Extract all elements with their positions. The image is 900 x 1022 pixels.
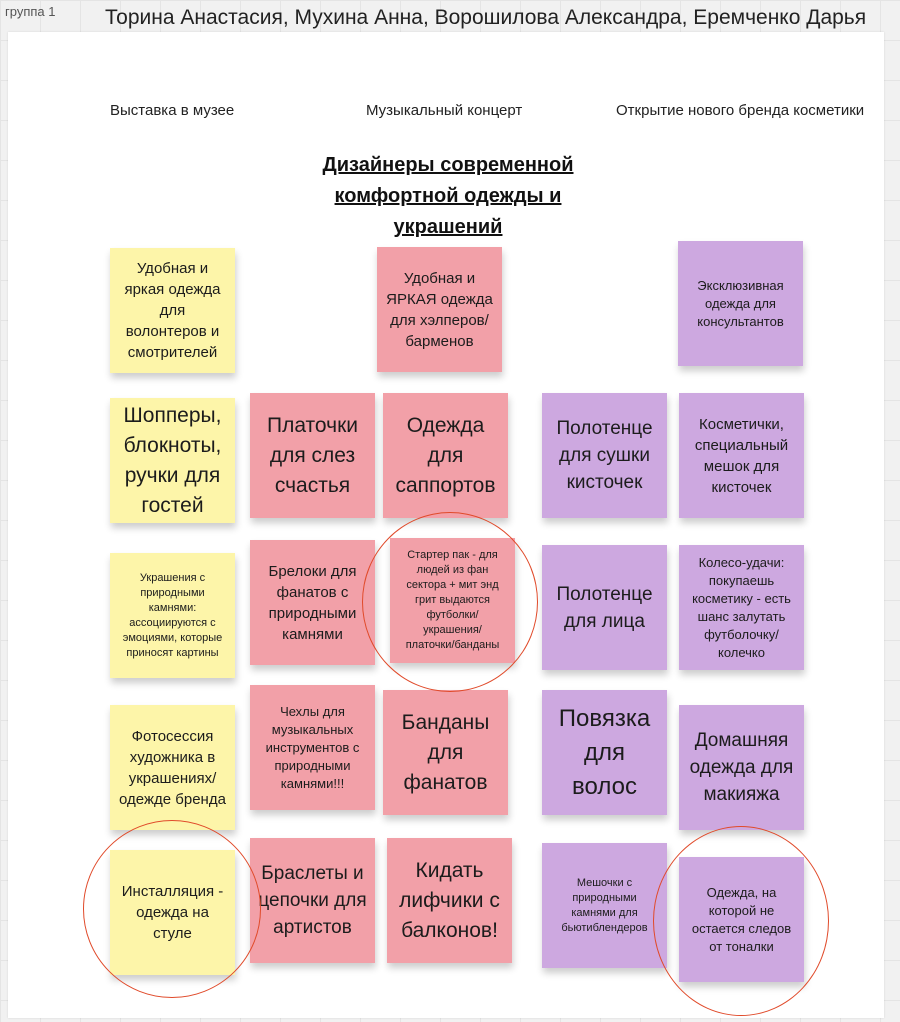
note-text: Фотосессия художника в украшениях/ одежде бренда xyxy=(119,727,226,808)
note-text: Мешочки с природными камнями для бьютиблендеров xyxy=(561,876,648,934)
note-text: Колесо-удачи: покупаешь косметику - есть шанс залутать футболочку/ колечко xyxy=(692,554,791,660)
note-text: Одежда, на которой не остается следов от тоналки xyxy=(691,884,792,954)
note-text: Платочки для слез счастья xyxy=(266,413,359,497)
note-text: Банданы для фанатов xyxy=(401,710,490,794)
note-text: Удобная и яркая одежда для волонтеров и смотрителей xyxy=(124,260,221,361)
note-text: Шопперы, блокноты, ручки для гостей xyxy=(123,403,222,517)
note-text: Кидать лифчики с балконов! xyxy=(399,858,500,942)
note-text: Украшения с природными камнями: ассоциируются с эмоциями, которые приносят картины xyxy=(122,571,223,659)
note-text: Браслеты и цепочки для артистов xyxy=(258,863,367,938)
column-header-concert: Музыкальный концерт xyxy=(366,102,523,119)
sticky-note[interactable] xyxy=(250,540,375,665)
sticky-note[interactable] xyxy=(679,705,804,830)
sticky-note[interactable] xyxy=(542,393,667,518)
frame-label[interactable]: группа 1 xyxy=(5,4,56,19)
sticky-note[interactable] xyxy=(387,838,512,963)
sticky-note[interactable] xyxy=(542,545,667,670)
sticky-note[interactable] xyxy=(110,248,235,373)
note-text: Одежда для саппортов xyxy=(395,413,496,497)
sticky-note[interactable] xyxy=(110,553,235,678)
note-text: Полотенце для лица xyxy=(556,583,653,632)
sticky-note[interactable] xyxy=(250,838,375,963)
sticky-note[interactable] xyxy=(110,850,235,975)
sticky-note[interactable] xyxy=(377,247,502,372)
note-text: Стартер пак - для людей из фан сектора + мит энд грит выдаются футболки/ украшения/ платочки/банданы xyxy=(405,549,500,651)
note-text: Чехлы для музыкальных инструментов с природными камнями!!! xyxy=(265,703,360,791)
sticky-note[interactable] xyxy=(383,690,508,815)
note-text: Эксклюзивная одежда для консультантов xyxy=(697,277,784,329)
sticky-note[interactable] xyxy=(110,398,235,523)
note-text: Косметички, специальный мешок для кисточек xyxy=(694,415,789,496)
sticky-note[interactable] xyxy=(390,538,515,663)
sticky-note[interactable] xyxy=(542,843,667,968)
column-header-cosmetics: Открытие нового бренда косметики xyxy=(616,102,865,119)
column-header-museum: Выставка в музее xyxy=(110,102,235,119)
note-text: Брелоки для фанатов с природными камнями xyxy=(268,562,357,643)
sticky-note[interactable] xyxy=(383,393,508,518)
note-text: Инсталляция - одежда на стуле xyxy=(121,883,224,942)
sticky-note[interactable] xyxy=(679,545,804,670)
sticky-note[interactable] xyxy=(110,705,235,830)
note-text: Удобная и ЯРКАЯ одежда для хэлперов/ барменов xyxy=(386,269,493,350)
sticky-note[interactable] xyxy=(542,690,667,815)
sticky-note[interactable] xyxy=(679,857,804,982)
note-text: Домашняя одежда для макияжа xyxy=(689,730,794,805)
frame-title: Торина Анастасия, Мухина Анна, Ворошилова Александра, Еремченко Дарья xyxy=(105,6,867,29)
note-text: Повязка для волос xyxy=(558,704,651,800)
sticky-note[interactable] xyxy=(250,685,375,810)
sticky-note[interactable] xyxy=(250,393,375,518)
main-title[interactable]: Дизайнеры современной комфортной одежды и украшений xyxy=(322,154,574,238)
sticky-note[interactable] xyxy=(678,241,803,366)
note-text: Полотенце для сушки кисточек xyxy=(556,418,653,493)
sticky-note[interactable] xyxy=(679,393,804,518)
